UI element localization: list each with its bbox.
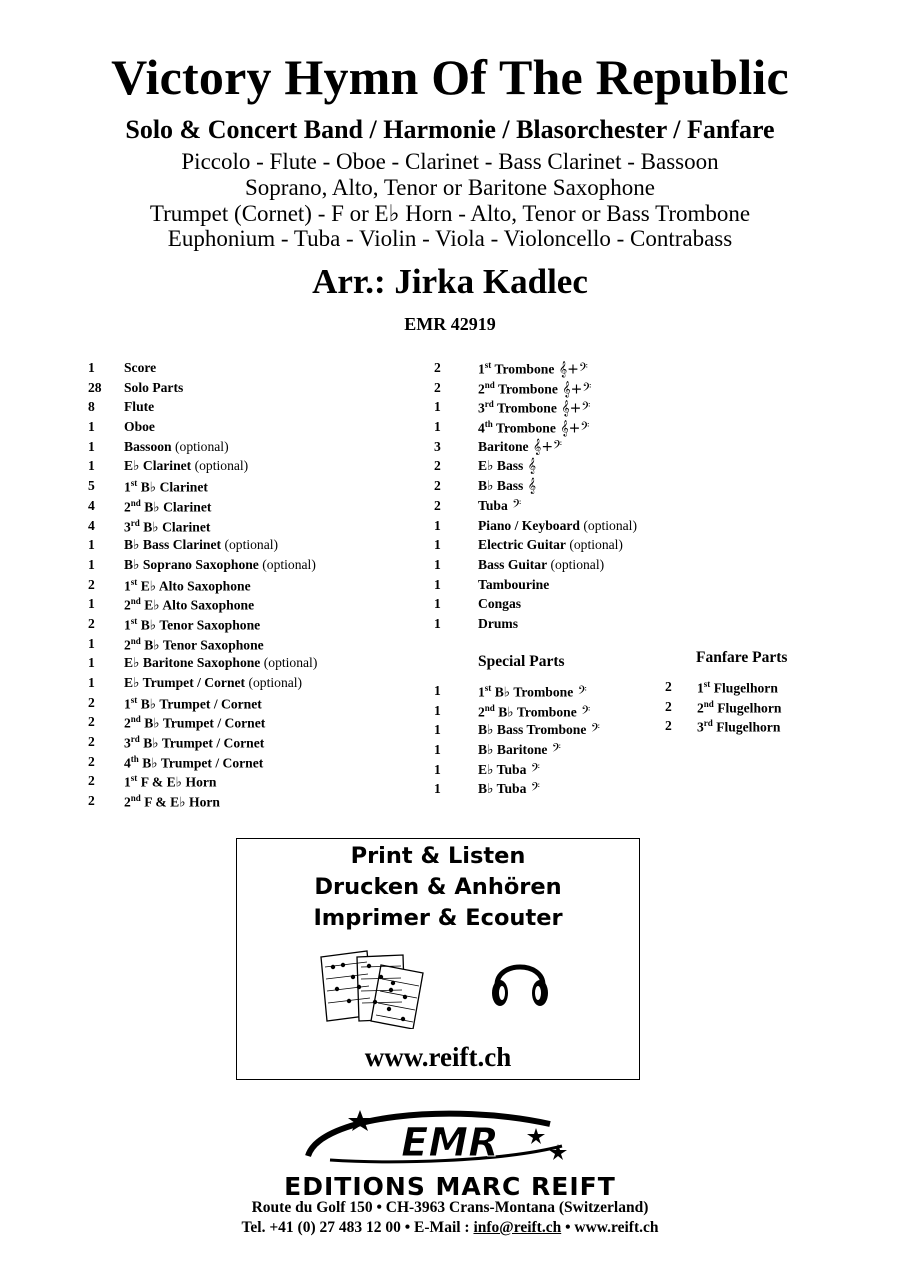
part-name: Congas [478,596,522,612]
part-name: Tambourine [478,576,550,592]
part-name: 3rd B♭ Trumpet / Cornet [124,734,265,751]
promo-website-link[interactable]: www.reift.ch [364,1042,512,1072]
part-optional-note: (optional) [579,517,637,533]
part-name: Bass Guitar (optional) [478,556,605,572]
part-name: 2nd Trombone 𝄞+𝄢 [478,379,592,398]
part-quantity: 4 [88,517,95,533]
part-name: 1st F & E♭ Horn [124,773,217,790]
part-quantity: 1 [434,556,441,572]
print-listen-box [236,838,640,1080]
part-quantity: 4 [88,497,95,513]
bass-clef-icon: 𝄢 [526,761,540,778]
promo-line: Drucken & Anhören [314,874,562,900]
contact-phone: Tel. +41 (0) 27 483 12 00 • E-Mail : [241,1219,474,1236]
part-name: 2nd B♭ Clarinet [124,497,212,515]
part-name: 3rd Flugelhorn [697,718,781,735]
part-quantity: 2 [88,615,95,631]
part-name: 2nd B♭ Trumpet / Cornet [124,714,266,731]
part-optional-note: (optional) [565,537,623,553]
part-name: 2nd B♭ Tenor Saxophone [124,635,264,653]
bass-clef-icon: 𝄢 [586,722,600,739]
part-quantity: 1 [88,458,95,474]
part-quantity: 3 [434,438,441,454]
part-quantity: 1 [88,655,95,671]
part-name: Electric Guitar (optional) [478,537,623,553]
part-quantity: 2 [434,497,441,513]
treble-clef-icon: 𝄞 [523,458,537,475]
instrumentation-line: Euphonium - Tuba - Violin - Viola - Violoncello - Contrabass [167,226,733,251]
part-name: 1st B♭ Trumpet / Cornet [124,694,262,712]
part-name: 2nd B♭ Trombone 𝄢 [478,702,591,721]
part-quantity: 2 [665,679,672,694]
part-quantity: 1 [434,722,441,738]
part-quantity: 1 [88,537,95,553]
part-name: Solo Parts [124,379,184,395]
part-name: Baritone 𝄞+𝄢 [478,438,563,455]
part-quantity: 1 [434,683,441,698]
part-name: 1st B♭ Trombone 𝄢 [478,683,587,701]
part-optional-note: (optional) [221,537,279,553]
part-quantity: 2 [88,714,95,730]
part-quantity: 1 [434,742,441,758]
part-quantity: 1 [88,556,95,572]
part-quantity: 1 [88,419,95,435]
part-name: E♭ Bass 𝄞 [478,458,537,475]
instrumentation-line: Trumpet (Cornet) - F or E♭ Horn - Alto, Tenor or Bass Trombone [149,201,751,226]
part-name: Bassoon (optional) [124,438,229,454]
catalog-number: EMR 42919 [404,314,496,334]
part-quantity: 2 [88,753,95,769]
part-name: 2nd E♭ Alto Saxophone [124,596,255,613]
headphones-icon [489,949,551,1011]
treble-clef-icon: 𝄞 [523,478,537,495]
part-quantity: 2 [434,478,441,494]
part-quantity: 8 [88,399,95,415]
part-name: E♭ Tuba 𝄢 [478,761,540,778]
part-name: 1st B♭ Tenor Saxophone [124,615,261,633]
part-quantity: 1 [434,615,441,631]
publisher-contact [0,1219,900,1237]
arranger: Arr.: Jirka Kadlec [312,262,588,301]
part-quantity: 28 [88,379,102,395]
email-link[interactable]: info@reift.ch [473,1219,562,1236]
part-quantity: 1 [434,537,441,553]
part-name: Score [124,360,157,375]
part-quantity: 1 [88,635,95,651]
part-name: E♭ Baritone Saxophone (optional) [124,655,318,671]
part-quantity: 2 [88,773,95,789]
promo-line: Imprimer & Ecouter [313,905,563,931]
special-parts-heading: Special Parts [478,653,565,670]
part-name: Piano / Keyboard (optional) [478,517,637,533]
sheet-music-icon [319,947,429,1029]
part-optional-note: (optional) [245,675,303,690]
treble-clef-icon: 𝄞+𝄢 [528,438,563,455]
instrumentation-line: Piccolo - Flute - Oboe - Clarinet - Bass Clarinet - Bassoon [181,149,719,174]
emr-star-swoosh-logo [300,1106,600,1168]
fanfare-parts-heading: Fanfare Parts [696,649,788,666]
part-name: 1st E♭ Alto Saxophone [124,576,251,594]
part-quantity: 1 [434,419,441,435]
bass-clef-icon: 𝄢 [526,781,540,798]
bass-clef-icon: 𝄢 [507,497,522,514]
part-quantity: 1 [88,360,95,375]
part-quantity: 1 [88,675,95,690]
part-optional-note: (optional) [171,438,229,454]
publisher-address: Route du Golf 150 • CH-3963 Crans-Montana (Switzerland) [251,1199,649,1216]
page-subtitle: Solo & Concert Band / Harmonie / Blasorchester / Fanfare [125,115,775,144]
part-quantity: 1 [434,399,441,415]
part-quantity: 1 [88,438,95,454]
part-name: 2nd F & E♭ Horn [124,793,220,810]
part-name: B♭ Bass Trombone 𝄢 [478,722,600,739]
contact-website: • www.reift.ch [561,1219,659,1236]
bass-clef-icon: 𝄢 [576,704,591,721]
part-quantity: 1 [434,702,441,718]
part-quantity: 2 [434,458,441,474]
part-name: B♭ Bass Clarinet (optional) [124,537,279,553]
part-optional-note: (optional) [191,458,249,474]
part-optional-note: (optional) [547,556,605,572]
part-name: B♭ Soprano Saxophone (optional) [124,556,316,572]
part-name: 1st B♭ Clarinet [124,478,208,495]
part-name: E♭ Trumpet / Cornet (optional) [124,675,303,690]
treble-clef-icon: 𝄞+𝄢 [554,361,588,378]
part-quantity: 2 [88,694,95,710]
part-name: Flute [124,399,155,415]
part-quantity: 2 [665,698,672,714]
part-quantity: 1 [434,576,441,592]
part-quantity: 1 [434,517,441,533]
part-name: 3rd Trombone 𝄞+𝄢 [478,399,591,417]
promo-line: Print & Listen [350,843,526,869]
bass-clef-icon: 𝄢 [547,742,561,759]
page-title: Victory Hymn Of The Republic [111,49,789,105]
part-name: 1st Flugelhorn [697,679,778,696]
part-name: Tuba 𝄢 [478,497,522,514]
part-name: B♭ Bass 𝄞 [478,478,537,495]
part-quantity: 2 [434,360,441,375]
part-quantity: 5 [88,478,95,494]
part-name: 4th Trombone 𝄞+𝄢 [478,419,590,437]
part-optional-note: (optional) [258,556,316,572]
part-quantity: 2 [88,734,95,750]
part-name: 4th B♭ Trumpet / Cornet [124,753,264,771]
part-quantity: 2 [88,576,95,592]
part-name: 3rd B♭ Clarinet [124,517,211,535]
part-name: Oboe [124,419,155,435]
treble-clef-icon: 𝄞+𝄢 [557,381,592,398]
part-name: E♭ Clarinet (optional) [124,458,249,474]
part-quantity: 1 [434,781,441,797]
part-name: 1st Trombone 𝄞+𝄢 [478,360,588,378]
part-quantity: 1 [88,596,95,612]
part-quantity: 2 [88,793,95,809]
treble-clef-icon: 𝄞+𝄢 [555,420,590,437]
part-quantity: 2 [434,379,441,395]
part-name: B♭ Baritone 𝄢 [478,742,561,759]
treble-clef-icon: 𝄞+𝄢 [556,400,591,417]
part-name: B♭ Tuba 𝄢 [478,781,540,798]
part-optional-note: (optional) [260,655,318,671]
instrumentation-line: Soprano, Alto, Tenor or Baritone Saxophone [245,175,655,200]
part-quantity: 1 [434,596,441,612]
bass-clef-icon: 𝄢 [573,684,587,701]
part-quantity: 2 [665,718,672,734]
logo-mark: EMR [401,1120,499,1166]
part-name: 2nd Flugelhorn [697,698,782,716]
publisher-name: EDITIONS MARC REIFT [284,1172,616,1201]
part-name: Drums [478,615,519,631]
part-quantity: 1 [434,761,441,777]
